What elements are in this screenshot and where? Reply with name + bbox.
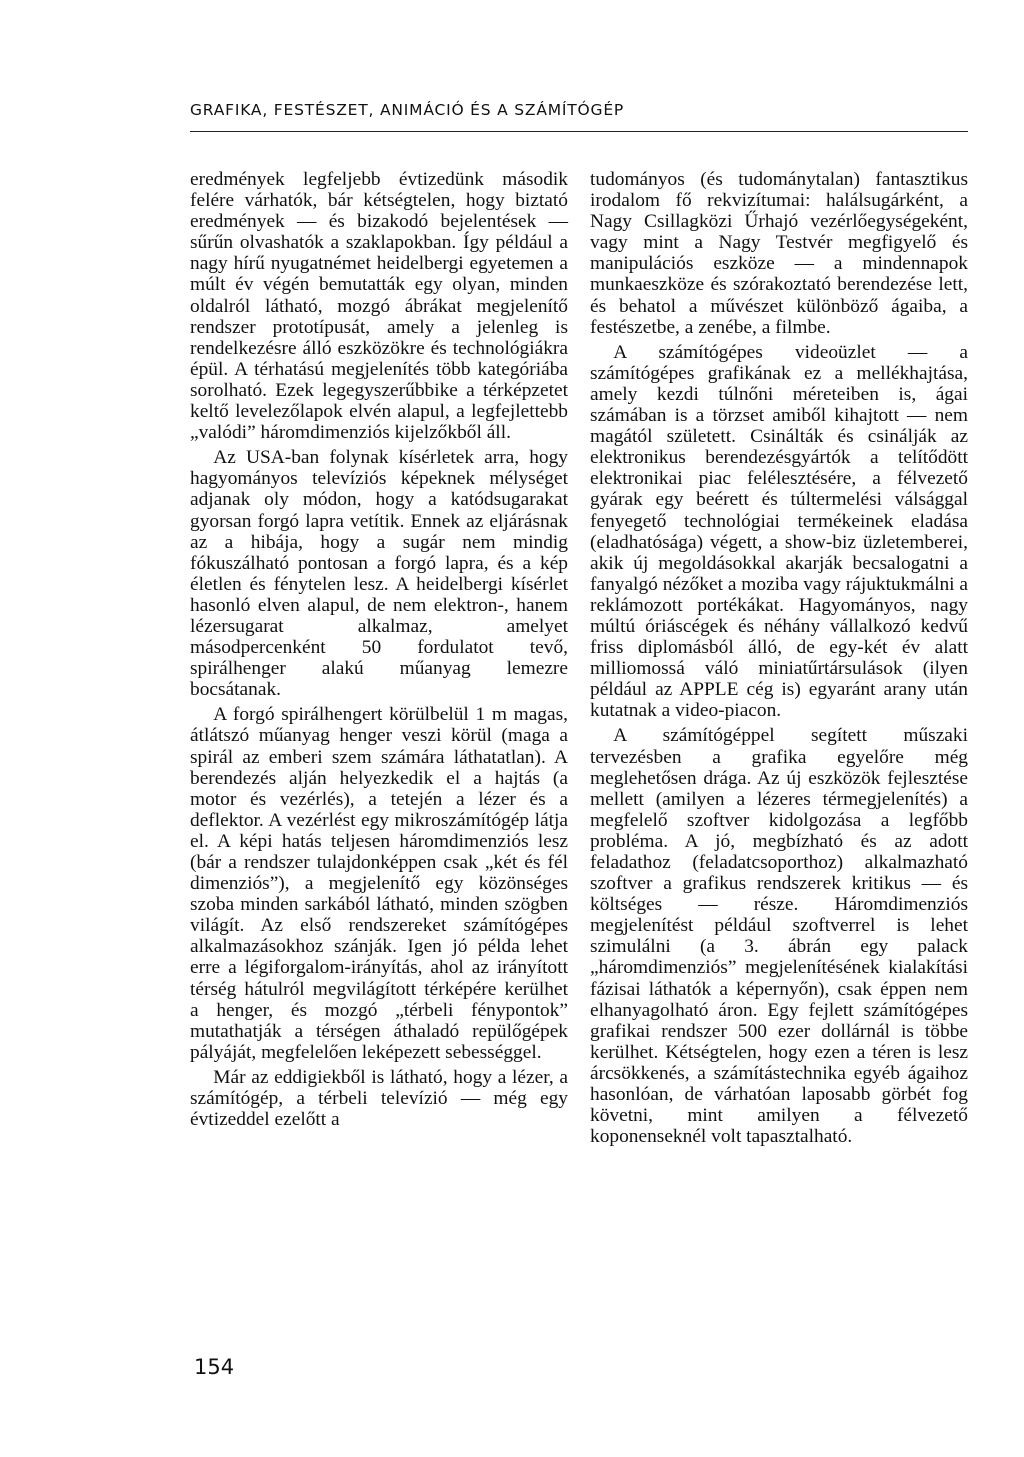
left-paragraph-4: Már az eddigiekből is látható, hogy a lézer, a számítógép, a térbeli televízió — még egy évtizeddel ezelőtt a [190,1066,568,1131]
left-paragraph-1: eredmények legfeljebb évtizedünk második felére várhatók, bár kétségtelen, hogy biztató eredmények — és bizakodó bejelentések — sűrűn olvashatók a szaklapokban. Így például a nagy hírű nyugatnémet heidelbergi egyetemen a múlt év végén bemutatták egy olyan, minden oldalról látható, mozgó ábrákat megjelenítő rendszer prototípusát, amely a jelenleg is rendelkezésre álló eszközökre és technológiákra épül. A térhatású megjelenítés több kategóriába sorolható. Ezek legegyszerűbbike a térképzetet keltő levelezőlapok elvén alapul, a legfejlettebb „valódi” háromdimenziós kijelzőkből áll. [190,169,568,444]
left-paragraph-3: A forgó spirálhengert körülbelül 1 m magas, átlátszó műanyag henger veszi körül (maga a spirál az emberi szem számára láthatatlan). A berendezés alján helyezkedik el a hajtás (a motor és vezérlés), a tetején a lézer és a deflektor. A vezérlést egy mikroszámítógép látja el. A képi hatás teljesen háromdimenziós lesz (bár a rendszer tulajdonképpen csak „két és fél dimenziós”), a megjelenítő egy közönséges szoba minden sarkából látható, minden szögben világít. Az első rendszereket számítógépes alkalmazásokhoz szánják. Igen jó példa lehet erre a légiforgalom-irányítás, ahol az irányított térség hátulról megvilágított térképére kerülhet a henger, és mozgó „térbeli fénypontok” mutathatják a térségen áthaladó repülőgépek pályáját, megfelelően leképezett sebességgel. [190,704,568,1063]
right-column [590,169,968,1147]
left-column [190,169,568,1130]
header-rule [190,131,968,132]
right-paragraph-1: tudományos (és tudománytalan) fantasztikus irodalom fő rekvizítumai: halálsugárként, a Nagy Csillagközi Űrhajó vezérlőegységeként, vagy mint a Nagy Testvér megfigyelő és manipulációs eszköze — a mindennapok munkaeszköze és szórakoztató berendezése lett, és behatol a művészet különböző ágaiba, a festészetbe, a zenébe, a filmbe. [590,169,968,338]
page-number: 154 [194,1355,235,1379]
running-header: GRAFIKA, FESTÉSZET, ANIMÁCIÓ ÉS A SZÁMÍTÓGÉP [190,101,625,119]
right-paragraph-3: A számítógéppel segített műszaki tervezésben a grafika egyelőre még meglehetősen drága. Az új eszközök fejlesztése mellett (amilyen a lézeres térmegjelenítés) a megfelelő szoftver kidolgozása a legfőbb probléma. A jó, megbízható és az adott feladathoz (feladatcsoporthoz) alkalmazható szoftver a grafikus rendszerek kritikus — és költséges — része. Háromdimenziós megjelenítést például szoftverrel is lehet szimulálni (a 3. ábrán egy palack „háromdimenziós” megjelenítésének kialakítási fázisai láthatók a képernyőn), csak éppen nem elhanyagolható áron. Egy fejlett számítógépes grafikai rendszer 500 ezer dollárnál is többe kerülhet. Kétségtelen, hogy ezen a téren is lesz árcsökkenés, a számítástechnika egyéb ágaihoz hasonlóan, de várhatóan laposabb görbét fog követni, mint amilyen a félvezető koponenseknél volt tapasztalható. [590,725,968,1148]
left-paragraph-2: Az USA-ban folynak kísérletek arra, hogy hagyományos televíziós képeknek mélységet adjanak oly módon, hogy a katódsugarakat gyorsan forgó lapra vetítik. Ennek az eljárásnak az a hibája, hogy a sugár nem mindig fókuszálható pontosan a forgó lapra, és a kép életlen és fénytelen lesz. A heidelbergi kísérlet hasonló elven alapul, de nem elektron-, hanem lézersugarat alkalmaz, amelyet másodpercenként 50 fordulatot tevő, spirálhenger alakú műanyag lemezre bocsátanak. [190,447,568,701]
right-paragraph-2: A számítógépes videoüzlet — a számítógépes grafikának ez a mellékhajtása, amely kezdi túlnőni méreteiben is, ágai számában is a törzset amiből kihajtott — nem magától született. Csinálták és csinálják az elektronikus berendezésgyártók a telítődött elektronikai piac felélesztésére, a félvezető gyárak egy beérett és túltermelési válsággal fenyegető technológiai termékeinek eladása (eladhatósága) végett, a show-biz üzletemberei, akik új megoldásokkal akarják becsalogatni a fanyalgó nézőket a moziba vagy rájuktukmálni a reklámozott portékákat. Hagyományos, nagy múltú óriáscégek és néhány vállalkozó kedvű friss diplomásból álló, de egy-két év alatt milliomossá váló miniatűrtársulások (ilyen például az APPLE cég is) egyaránt arany után kutatnak a video-piacon. [590,341,968,722]
